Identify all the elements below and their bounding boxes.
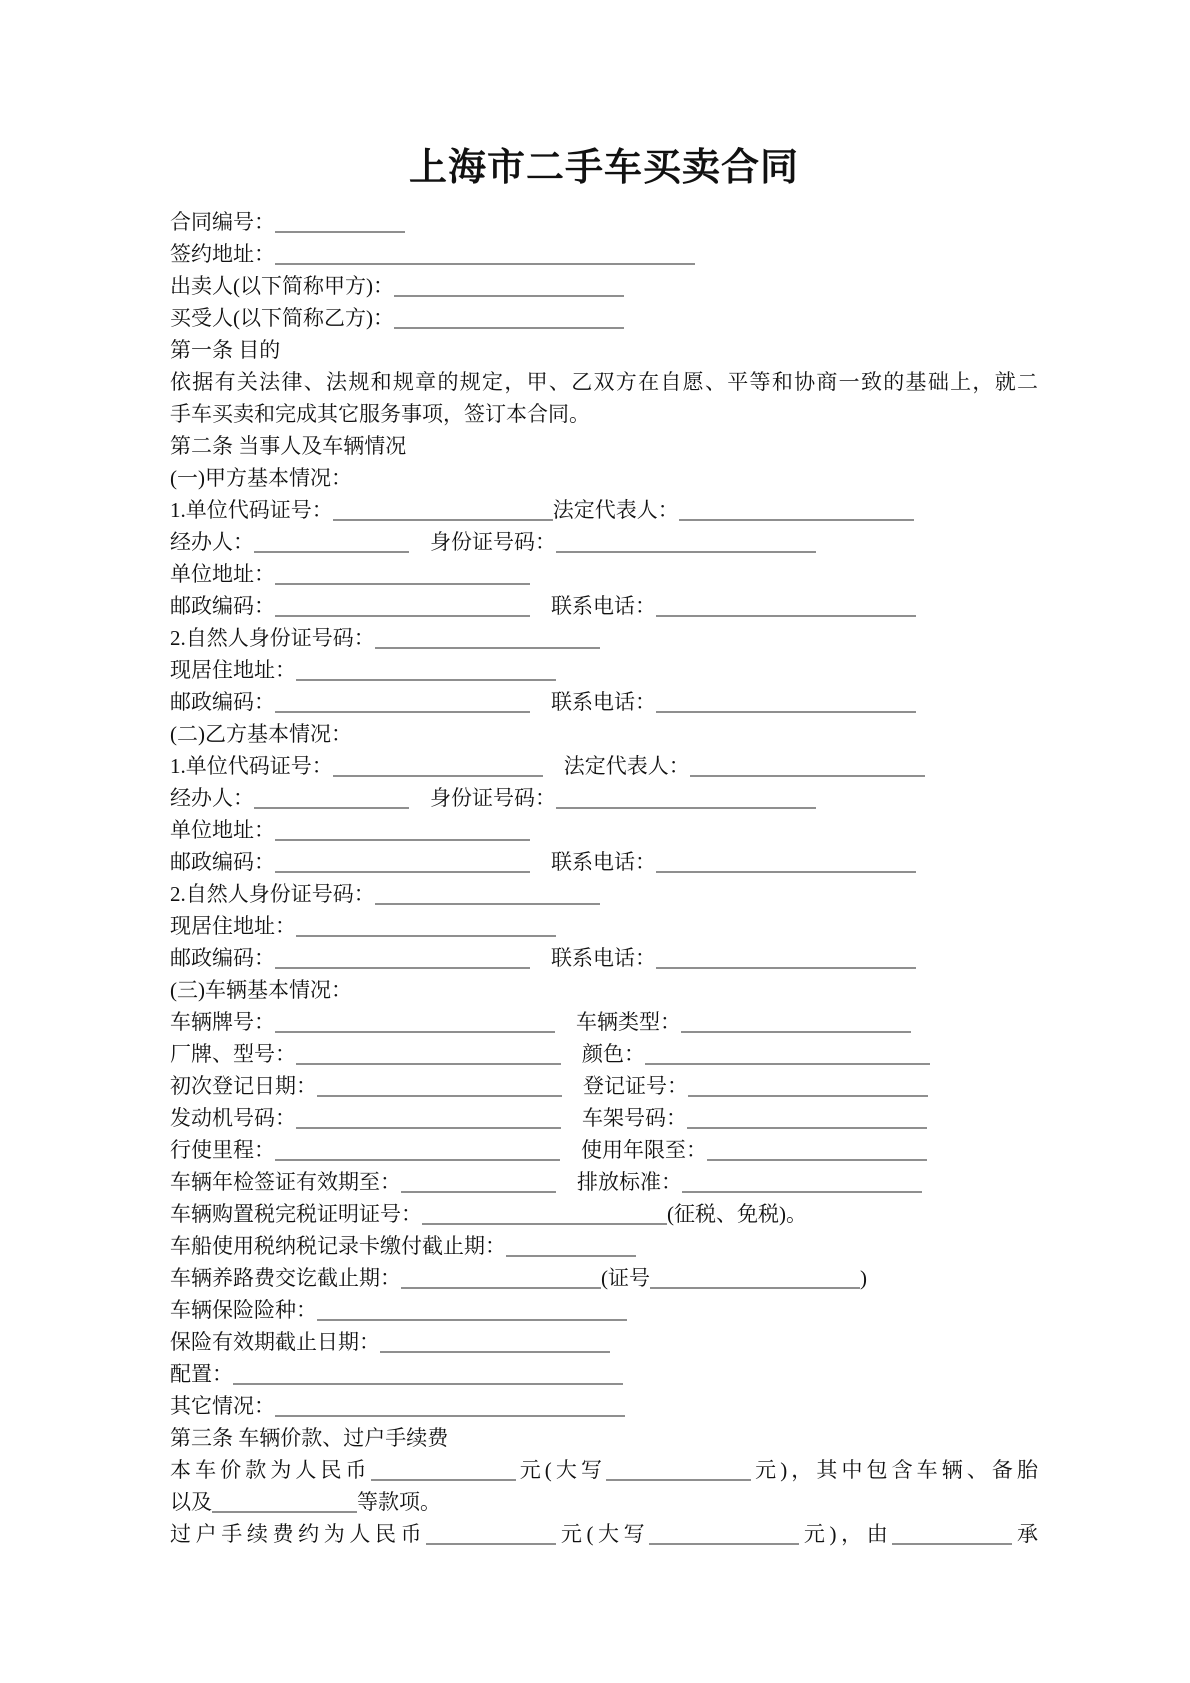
buyer-party-b-blank-field[interactable] bbox=[394, 307, 624, 329]
party-b-postcode-phone-2-label: 邮政编码： bbox=[170, 946, 275, 970]
line-contract-number bbox=[170, 206, 1038, 238]
vehicle-configuration-label: 配置： bbox=[170, 1362, 233, 1386]
vehicle-purchase-tax-label: 车辆购置税完税证明证号： bbox=[170, 1202, 422, 1226]
line-vehicle-purchase-tax bbox=[170, 1198, 1038, 1230]
line-vehicle-heading bbox=[170, 974, 1038, 1006]
party-b-postcode-phone-blank-field[interactable] bbox=[275, 851, 530, 873]
line-vehicle-insurance-type bbox=[170, 1294, 1038, 1326]
party-b-agent-blank-field[interactable] bbox=[556, 787, 816, 809]
party-b-postcode-phone-blank-field[interactable] bbox=[656, 851, 916, 873]
line-party-b-agent bbox=[170, 782, 1038, 814]
vehicle-plate-type-blank-field[interactable] bbox=[275, 1011, 555, 1033]
party-b-unit-code-label: 1.单位代码证号： bbox=[170, 754, 333, 778]
vehicle-brand-color-blank-field[interactable] bbox=[645, 1043, 930, 1065]
price-clause-1-label: 元)，其中包含车辆、备胎 bbox=[751, 1458, 1038, 1482]
vehicle-reg-date-cert-blank-field[interactable] bbox=[688, 1075, 928, 1097]
vehicle-brand-color-label: 厂牌、型号： bbox=[170, 1042, 296, 1066]
vehicle-road-fee-blank-field[interactable] bbox=[650, 1267, 860, 1289]
line-party-b-unit-code bbox=[170, 750, 1038, 782]
party-a-heading-label: (一)甲方基本情况： bbox=[170, 466, 352, 490]
party-b-unit-code-blank-field[interactable] bbox=[690, 755, 925, 777]
line-signing-address bbox=[170, 238, 1038, 270]
party-a-postcode-phone-label: 邮政编码： bbox=[170, 594, 275, 618]
line-party-b-natural-person-id bbox=[170, 878, 1038, 910]
vehicle-purchase-tax-blank-field[interactable] bbox=[422, 1203, 667, 1225]
vehicle-vessel-tax-label: 车船使用税纳税记录卡缴付截止期： bbox=[170, 1234, 506, 1258]
price-clause-1-label: 本车价款为人民币 bbox=[170, 1458, 371, 1482]
line-party-b-residence-address bbox=[170, 910, 1038, 942]
line-article-1-text-1 bbox=[170, 366, 1038, 398]
line-seller-party-a bbox=[170, 270, 1038, 302]
vehicle-insurance-type-blank-field[interactable] bbox=[317, 1299, 627, 1321]
transfer-fee-clause-label: 元(大写 bbox=[556, 1522, 650, 1546]
party-b-unit-address-label: 单位地址： bbox=[170, 818, 275, 842]
vehicle-engine-frame-blank-field[interactable] bbox=[687, 1107, 927, 1129]
insurance-expiry-date-label: 保险有效期截止日期： bbox=[170, 1330, 380, 1354]
party-b-natural-person-id-blank-field[interactable] bbox=[375, 883, 600, 905]
party-a-postcode-phone-2-label: 邮政编码： bbox=[170, 690, 275, 714]
vehicle-insurance-type-label: 车辆保险险种： bbox=[170, 1298, 317, 1322]
line-vehicle-vessel-tax bbox=[170, 1230, 1038, 1262]
party-a-unit-code-blank-field[interactable] bbox=[333, 499, 553, 521]
line-party-a-unit-address bbox=[170, 558, 1038, 590]
vehicle-reg-date-cert-label: 登记证号： bbox=[562, 1074, 688, 1098]
line-party-a-agent bbox=[170, 526, 1038, 558]
seller-party-a-blank-field[interactable] bbox=[394, 275, 624, 297]
party-b-residence-address-blank-field[interactable] bbox=[296, 915, 556, 937]
vehicle-brand-color-label: 颜色： bbox=[561, 1042, 645, 1066]
line-party-b-heading bbox=[170, 718, 1038, 750]
party-a-natural-person-id-blank-field[interactable] bbox=[375, 627, 600, 649]
party-b-postcode-phone-2-label: 联系电话： bbox=[530, 946, 656, 970]
party-b-agent-label: 身份证号码： bbox=[409, 786, 556, 810]
transfer-fee-clause-label: 元)，由 bbox=[799, 1522, 893, 1546]
transfer-fee-clause-blank-field[interactable] bbox=[649, 1523, 799, 1545]
party-b-postcode-phone-2-blank-field[interactable] bbox=[275, 947, 530, 969]
vehicle-plate-type-label: 车辆牌号： bbox=[170, 1010, 275, 1034]
line-vehicle-brand-color bbox=[170, 1038, 1038, 1070]
transfer-fee-clause-label: 承 bbox=[1012, 1522, 1039, 1546]
document-title: 上海市二手车买卖合同 bbox=[408, 147, 799, 189]
line-party-b-postcode-phone bbox=[170, 846, 1038, 878]
vehicle-inspection-emission-label: 车辆年检签证有效期至： bbox=[170, 1170, 401, 1194]
line-article-3-heading bbox=[170, 1422, 1038, 1454]
vehicle-road-fee-blank-field[interactable] bbox=[401, 1267, 601, 1289]
insurance-expiry-date-blank-field[interactable] bbox=[380, 1331, 610, 1353]
signing-address-blank-field[interactable] bbox=[275, 243, 695, 265]
line-party-b-unit-address bbox=[170, 814, 1038, 846]
transfer-fee-clause-label: 过户手续费约为人民币 bbox=[170, 1522, 427, 1546]
line-insurance-expiry-date bbox=[170, 1326, 1038, 1358]
line-price-clause-1 bbox=[170, 1454, 1038, 1486]
vehicle-purchase-tax-label: (征税、免税)。 bbox=[667, 1202, 807, 1226]
price-clause-1-label: 元(大写 bbox=[515, 1458, 607, 1482]
line-transfer-fee-clause bbox=[170, 1518, 1038, 1550]
vehicle-vessel-tax-blank-field[interactable] bbox=[506, 1235, 636, 1257]
vehicle-engine-frame-blank-field[interactable] bbox=[296, 1107, 561, 1129]
party-a-natural-person-id-label: 2.自然人身份证号码： bbox=[170, 626, 375, 650]
line-article-1-heading bbox=[170, 334, 1038, 366]
party-a-postcode-phone-label: 联系电话： bbox=[530, 594, 656, 618]
transfer-fee-clause-blank-field[interactable] bbox=[426, 1523, 556, 1545]
article-1-text-1-label: 依据有关法律、法规和规章的规定，甲、乙双方在自愿、平等和协商一致的基础上，就二 bbox=[170, 370, 1038, 394]
line-party-a-heading bbox=[170, 462, 1038, 494]
vehicle-mileage-lifespan-blank-field[interactable] bbox=[707, 1139, 927, 1161]
line-vehicle-engine-frame bbox=[170, 1102, 1038, 1134]
vehicle-heading-label: (三)车辆基本情况： bbox=[170, 978, 352, 1002]
party-a-postcode-phone-2-label: 联系电话： bbox=[530, 690, 656, 714]
line-party-b-postcode-phone-2 bbox=[170, 942, 1038, 974]
other-conditions-label: 其它情况： bbox=[170, 1394, 275, 1418]
price-clause-2-label: 等款项。 bbox=[357, 1490, 441, 1514]
line-vehicle-road-fee bbox=[170, 1262, 1038, 1294]
party-a-postcode-phone-2-blank-field[interactable] bbox=[656, 691, 916, 713]
price-clause-2-blank-field[interactable] bbox=[212, 1491, 357, 1513]
party-b-heading-label: (二)乙方基本情况： bbox=[170, 722, 352, 746]
party-a-residence-address-blank-field[interactable] bbox=[296, 659, 556, 681]
vehicle-road-fee-label: (证号 bbox=[601, 1266, 650, 1290]
line-vehicle-configuration bbox=[170, 1358, 1038, 1390]
party-b-postcode-phone-label: 联系电话： bbox=[530, 850, 656, 874]
party-a-agent-label: 身份证号码： bbox=[409, 530, 556, 554]
line-article-1-text-2 bbox=[170, 398, 1038, 430]
party-b-residence-address-label: 现居住地址： bbox=[170, 914, 296, 938]
line-party-a-unit-code bbox=[170, 494, 1038, 526]
party-b-unit-code-label: 法定代表人： bbox=[542, 754, 690, 778]
vehicle-engine-frame-label: 发动机号码： bbox=[170, 1106, 296, 1130]
party-b-unit-address-blank-field[interactable] bbox=[275, 819, 530, 841]
contract-number-label: 合同编号： bbox=[170, 210, 275, 234]
party-a-agent-blank-field[interactable] bbox=[556, 531, 816, 553]
vehicle-reg-date-cert-label: 初次登记日期： bbox=[170, 1074, 317, 1098]
vehicle-configuration-blank-field[interactable] bbox=[233, 1363, 623, 1385]
line-other-conditions bbox=[170, 1390, 1038, 1422]
line-vehicle-inspection-emission bbox=[170, 1166, 1038, 1198]
party-a-unit-address-blank-field[interactable] bbox=[275, 563, 530, 585]
line-vehicle-reg-date-cert bbox=[170, 1070, 1038, 1102]
line-price-clause-2 bbox=[170, 1486, 1038, 1518]
party-a-agent-blank-field[interactable] bbox=[254, 531, 409, 553]
price-clause-1-blank-field[interactable] bbox=[606, 1459, 751, 1481]
article-2-heading-label: 第二条 当事人及车辆情况 bbox=[170, 434, 407, 458]
vehicle-brand-color-blank-field[interactable] bbox=[296, 1043, 561, 1065]
signing-address-label: 签约地址： bbox=[170, 242, 275, 266]
article-1-heading-label: 第一条 目的 bbox=[170, 338, 281, 362]
party-a-postcode-phone-blank-field[interactable] bbox=[656, 595, 916, 617]
price-clause-2-label: 以及 bbox=[170, 1490, 212, 1514]
party-b-postcode-phone-2-blank-field[interactable] bbox=[656, 947, 916, 969]
party-b-postcode-phone-label: 邮政编码： bbox=[170, 850, 275, 874]
party-a-unit-code-label: 法定代表人： bbox=[552, 498, 679, 522]
party-a-postcode-phone-blank-field[interactable] bbox=[275, 595, 530, 617]
price-clause-1-blank-field[interactable] bbox=[371, 1459, 516, 1481]
party-a-residence-address-label: 现居住地址： bbox=[170, 658, 296, 682]
other-conditions-blank-field[interactable] bbox=[275, 1395, 625, 1417]
seller-party-a-label: 出卖人(以下简称甲方)： bbox=[170, 274, 394, 298]
line-vehicle-plate-type bbox=[170, 1006, 1038, 1038]
vehicle-inspection-emission-blank-field[interactable] bbox=[682, 1171, 922, 1193]
vehicle-mileage-lifespan-label: 行使里程： bbox=[170, 1138, 275, 1162]
line-party-a-postcode-phone-2 bbox=[170, 686, 1038, 718]
party-b-unit-code-blank-field[interactable] bbox=[333, 755, 543, 777]
article-3-heading-label: 第三条 车辆价款、过户手续费 bbox=[170, 1426, 449, 1450]
vehicle-inspection-emission-blank-field[interactable] bbox=[401, 1171, 556, 1193]
vehicle-engine-frame-label: 车架号码： bbox=[561, 1106, 687, 1130]
document-body bbox=[170, 206, 1038, 1550]
vehicle-mileage-lifespan-label: 使用年限至： bbox=[560, 1138, 707, 1162]
contract-number-blank-field[interactable] bbox=[275, 211, 405, 233]
vehicle-mileage-lifespan-blank-field[interactable] bbox=[275, 1139, 560, 1161]
party-a-agent-label: 经办人： bbox=[170, 530, 254, 554]
line-article-2-heading bbox=[170, 430, 1038, 462]
line-party-a-residence-address bbox=[170, 654, 1038, 686]
party-a-postcode-phone-2-blank-field[interactable] bbox=[275, 691, 530, 713]
line-party-a-postcode-phone bbox=[170, 590, 1038, 622]
vehicle-road-fee-label: 车辆养路费交讫截止期： bbox=[170, 1266, 401, 1290]
vehicle-inspection-emission-label: 排放标准： bbox=[556, 1170, 682, 1194]
line-vehicle-mileage-lifespan bbox=[170, 1134, 1038, 1166]
party-a-unit-code-label: 1.单位代码证号： bbox=[170, 498, 333, 522]
vehicle-plate-type-label: 车辆类型： bbox=[555, 1010, 681, 1034]
article-1-text-2-label: 手车买卖和完成其它服务事项，签订本合同。 bbox=[170, 402, 590, 426]
vehicle-reg-date-cert-blank-field[interactable] bbox=[317, 1075, 562, 1097]
party-b-natural-person-id-label: 2.自然人身份证号码： bbox=[170, 882, 375, 906]
party-b-agent-blank-field[interactable] bbox=[254, 787, 409, 809]
line-buyer-party-b bbox=[170, 302, 1038, 334]
buyer-party-b-label: 买受人(以下简称乙方)： bbox=[170, 306, 394, 330]
party-a-unit-code-blank-field[interactable] bbox=[679, 499, 914, 521]
vehicle-road-fee-label: ) bbox=[860, 1266, 867, 1290]
party-b-agent-label: 经办人： bbox=[170, 786, 254, 810]
transfer-fee-clause-blank-field[interactable] bbox=[892, 1523, 1012, 1545]
party-a-unit-address-label: 单位地址： bbox=[170, 562, 275, 586]
vehicle-plate-type-blank-field[interactable] bbox=[681, 1011, 911, 1033]
line-party-a-natural-person-id bbox=[170, 622, 1038, 654]
